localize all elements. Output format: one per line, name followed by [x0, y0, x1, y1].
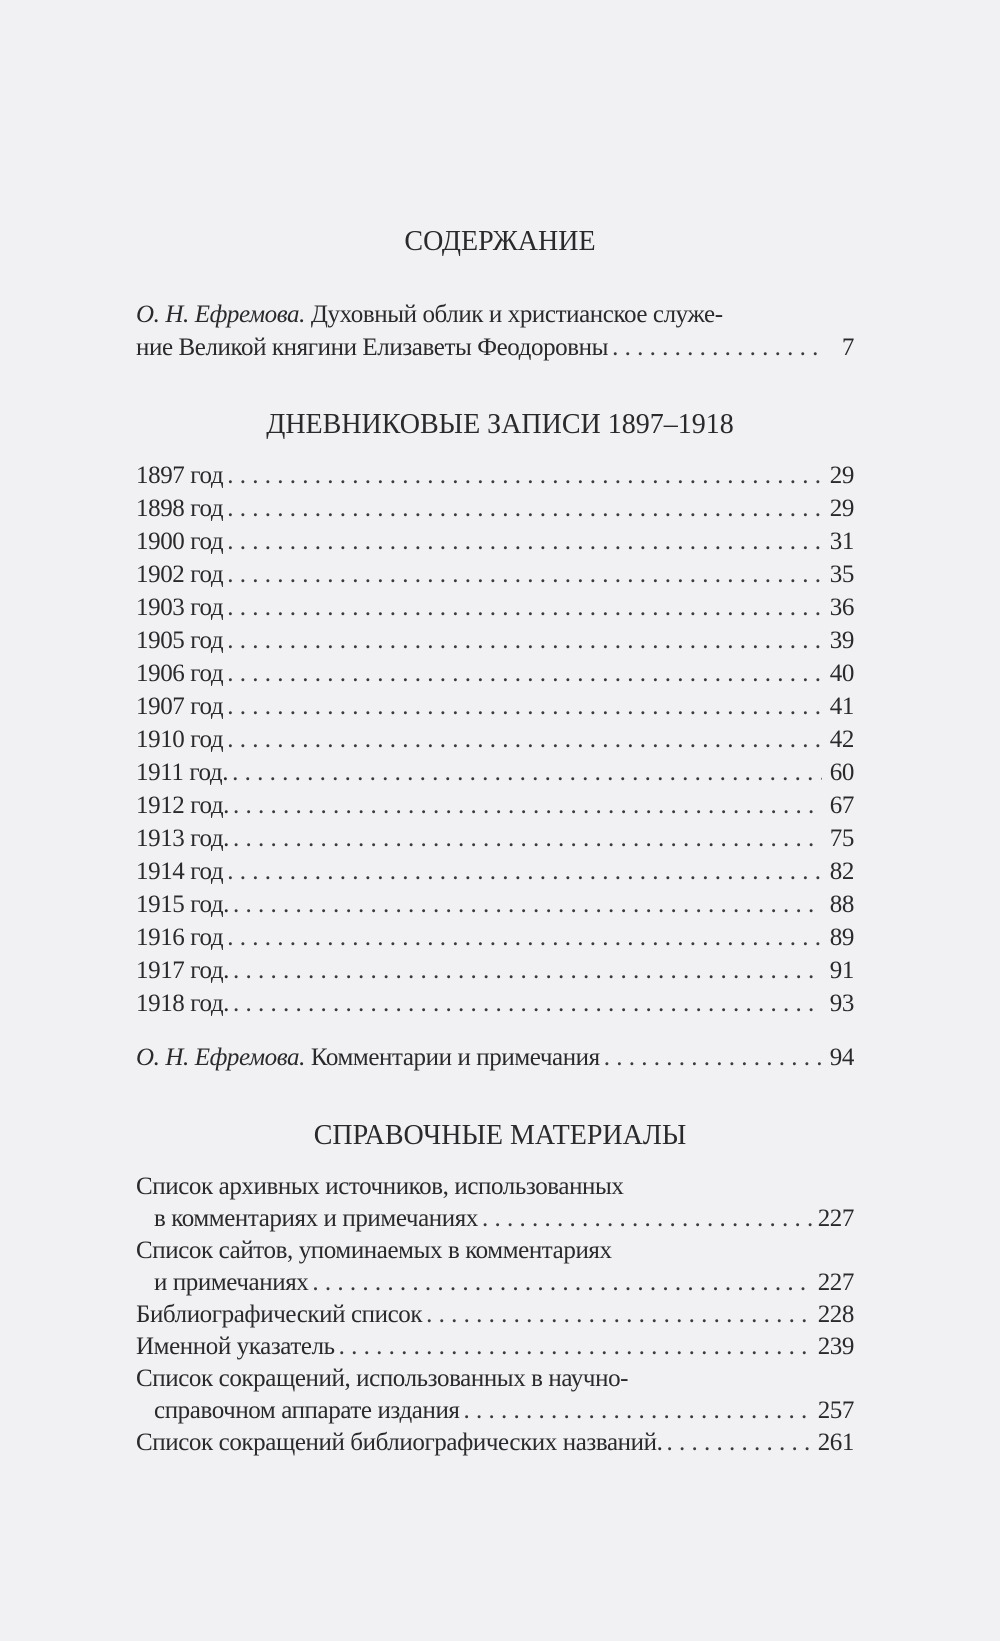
toc-entry-comments[interactable]: О. Н. Ефремова. Комментарии и примечания . . . 94: [136, 1041, 854, 1074]
page-number: 261: [817, 1429, 854, 1456]
toc-entry[interactable]: 1897 год . . . 29: [136, 459, 854, 492]
toc-entry[interactable]: 1917 год. . . . 91: [136, 954, 854, 987]
reference-title: СПРАВОЧНЫЕ МАТЕРИАЛЫ: [313, 1120, 687, 1151]
dot-leader: [426, 1299, 814, 1331]
toc-entry[interactable]: 1911 год. . . . 60: [136, 756, 854, 789]
page-number: 31: [829, 528, 854, 555]
toc-entry[interactable]: Список сокращений библиографических названий. . . . 261: [136, 1427, 854, 1459]
dot-leader: [233, 822, 822, 855]
dot-leader: [612, 331, 822, 364]
page-number: 75: [829, 825, 854, 852]
dot-leader: [482, 1203, 814, 1235]
page-number: 257: [817, 1397, 854, 1424]
page-number: 239: [817, 1333, 854, 1360]
page-number: 29: [829, 462, 854, 489]
page-number: 7: [841, 334, 854, 361]
dot-leader: [233, 954, 822, 987]
page-number: 42: [829, 726, 854, 753]
author: О. Н. Ефремова.: [136, 301, 305, 328]
page-number: 40: [829, 660, 854, 687]
page-number: 89: [829, 924, 854, 951]
page-number: 227: [817, 1205, 854, 1232]
years-list: [136, 459, 854, 1020]
dot-leader: [604, 1041, 822, 1074]
dot-leader: [227, 690, 822, 723]
author: О. Н. Ефремова.: [136, 1044, 305, 1071]
dot-leader: [227, 558, 822, 591]
page-number: 82: [829, 858, 854, 885]
dot-leader: [227, 921, 822, 954]
dot-leader: [227, 855, 822, 888]
toc-entry[interactable]: 1914 год . . . 82: [136, 855, 854, 888]
toc-entry[interactable]: Список архивных источников, использованных в комментариях и примечаниях . . . 227: [136, 1171, 854, 1235]
toc-entry[interactable]: 1918 год. . . . 93: [136, 987, 854, 1020]
page-number: 29: [829, 495, 854, 522]
toc-entry[interactable]: 1905 год . . . 39: [136, 624, 854, 657]
page-number: 88: [829, 891, 854, 918]
dot-leader: [227, 723, 822, 756]
toc-entry[interactable]: Список сайтов, упоминаемых в комментариях и примечаниях . . . 227: [136, 1235, 854, 1299]
page-number: 36: [829, 594, 854, 621]
toc-entry[interactable]: 1898 год . . . 29: [136, 492, 854, 525]
contents-title: СОДЕРЖАНИЕ: [404, 226, 596, 257]
page-number: 91: [829, 957, 854, 984]
dot-leader: [227, 492, 822, 525]
dot-leader: [233, 888, 822, 921]
dot-leader: [233, 987, 822, 1020]
toc-entry[interactable]: 1910 год . . . 42: [136, 723, 854, 756]
dot-leader: [339, 1331, 814, 1363]
page-number: 94: [829, 1044, 854, 1071]
toc-entry[interactable]: Библиографический список . . . 228: [136, 1299, 854, 1331]
page-number: 93: [829, 990, 854, 1017]
page-number: 227: [817, 1269, 854, 1296]
dot-leader: [227, 525, 822, 558]
dot-leader: [232, 756, 822, 789]
page-number: 60: [829, 759, 854, 786]
toc-entry: и примечаниях . . . 227: [136, 1267, 854, 1299]
toc-entry[interactable]: 1907 год . . . 41: [136, 690, 854, 723]
toc-entry[interactable]: 1915 год. . . . 88: [136, 888, 854, 921]
toc-entry[interactable]: 1900 год . . . 31: [136, 525, 854, 558]
toc-entry[interactable]: Список сокращений, использованных в научно- справочном аппарате издания . . . 257: [136, 1363, 854, 1427]
diaries-title: ДНЕВНИКОВЫЕ ЗАПИСИ 1897–1918: [266, 409, 734, 440]
dot-leader: [666, 1427, 813, 1459]
references-list: [136, 1171, 854, 1459]
toc-entry[interactable]: 1902 год . . . 35: [136, 558, 854, 591]
toc-entry[interactable]: 1916 год . . . 89: [136, 921, 854, 954]
page-number: 41: [829, 693, 854, 720]
dot-leader: [227, 657, 822, 690]
toc-entry: в комментариях и примечаниях . . . 227: [136, 1203, 854, 1235]
page-number: 35: [829, 561, 854, 588]
toc-entry[interactable]: Именной указатель . . . 239: [136, 1331, 854, 1363]
toc-entry[interactable]: 1906 год . . . 40: [136, 657, 854, 690]
toc-entry: справочном аппарате издания . . . 257: [136, 1395, 854, 1427]
dot-leader: [227, 459, 822, 492]
dot-leader: [312, 1267, 813, 1299]
toc-entry-intro[interactable]: О. Н. Ефремова. Духовный облик и христианское служе- ние Великой княгини Елизаветы Феодоровны . . . 7: [136, 298, 854, 364]
toc-entry[interactable]: 1903 год . . . 36: [136, 591, 854, 624]
toc-entry[interactable]: 1913 год. . . . 75: [136, 822, 854, 855]
dot-leader: [464, 1395, 814, 1427]
dot-leader: [227, 624, 822, 657]
page-number: 39: [829, 627, 854, 654]
dot-leader: [233, 789, 822, 822]
toc-entry[interactable]: 1912 год. . . . 67: [136, 789, 854, 822]
page-number: 67: [829, 792, 854, 819]
page-number: 228: [817, 1301, 854, 1328]
dot-leader: [227, 591, 822, 624]
